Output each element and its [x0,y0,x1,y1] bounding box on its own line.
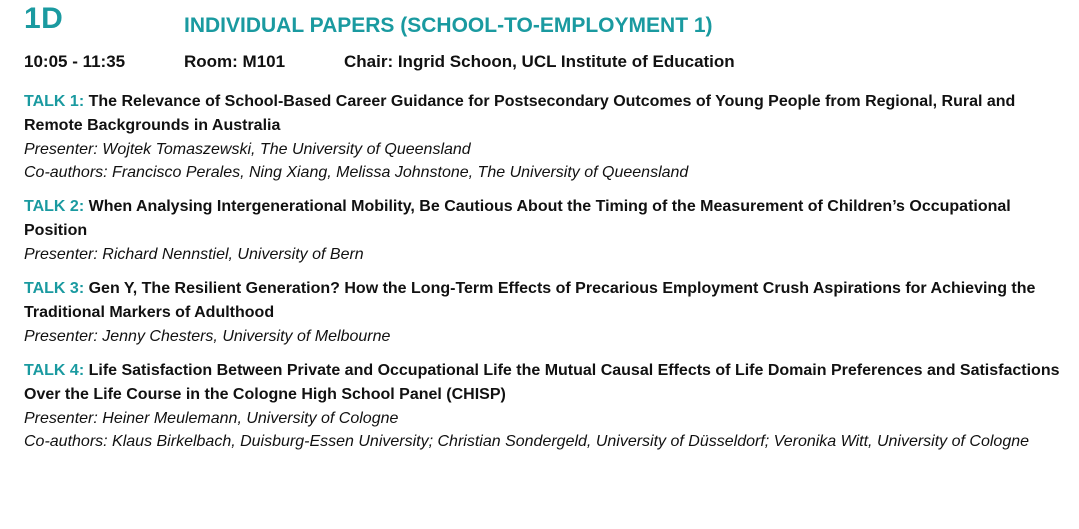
talk-presenter: Presenter: Heiner Meulemann, University of Cologne [24,410,399,427]
talk-presenter: Presenter: Jenny Chesters, University of Melbourne [24,328,391,345]
talk-number: TALK 4: [24,362,85,379]
session-time: 10:05 - 11:35 [24,52,126,71]
session-title: INDIVIDUAL PAPERS (SCHOOL-TO-EMPLOYMENT 1) [184,14,713,37]
session-code: 1D [24,2,64,35]
talk-item [24,277,1064,348]
talk-item [24,90,1064,184]
talk-presenter: Presenter: Richard Nennstiel, University of Bern [24,246,364,263]
talk-heading [24,90,1064,138]
talk-heading [24,195,1064,243]
talk-heading [24,277,1064,325]
session-chair: Chair: Ingrid Schoon, UCL Institute of Education [344,52,735,71]
session-room: Room: M101 [184,52,286,71]
talk-number: TALK 2: [24,198,85,215]
talk-coauthors: Co-authors: Francisco Perales, Ning Xiang, Melissa Johnstone, The University of Queensland [24,164,689,181]
talk-number: TALK 1: [24,93,85,110]
talk-item [24,195,1064,266]
talk-list [24,90,1064,464]
talk-title: Life Satisfaction Between Private and Occupational Life the Mutual Causal Effects of Life Domain Preferences and Satisfactions Over the Life Course in the Cologne High School Panel (CHISP) [24,362,1060,403]
talk-item [24,359,1064,453]
talk-title: Gen Y, The Resilient Generation? How the Long-Term Effects of Precarious Employment Crush Aspirations for Achieving the Traditional Markers of Adulthood [24,280,1036,321]
talk-title: The Relevance of School-Based Career Guidance for Postsecondary Outcomes of Young People from Regional, Rural and Remote Backgrounds in Australia [24,93,1016,134]
talk-coauthors: Co-authors: Klaus Birkelbach, Duisburg-Essen University; Christian Sondergeld, University of Düsseldorf; Veronika Witt, University of Cologne [24,433,1030,450]
talk-presenter: Presenter: Wojtek Tomaszewski, The University of Queensland [24,141,471,158]
talk-title: When Analysing Intergenerational Mobility, Be Cautious About the Timing of the Measurement of Children’s Occupational Position [24,198,1011,239]
talk-heading [24,359,1064,407]
talk-number: TALK 3: [24,280,85,297]
